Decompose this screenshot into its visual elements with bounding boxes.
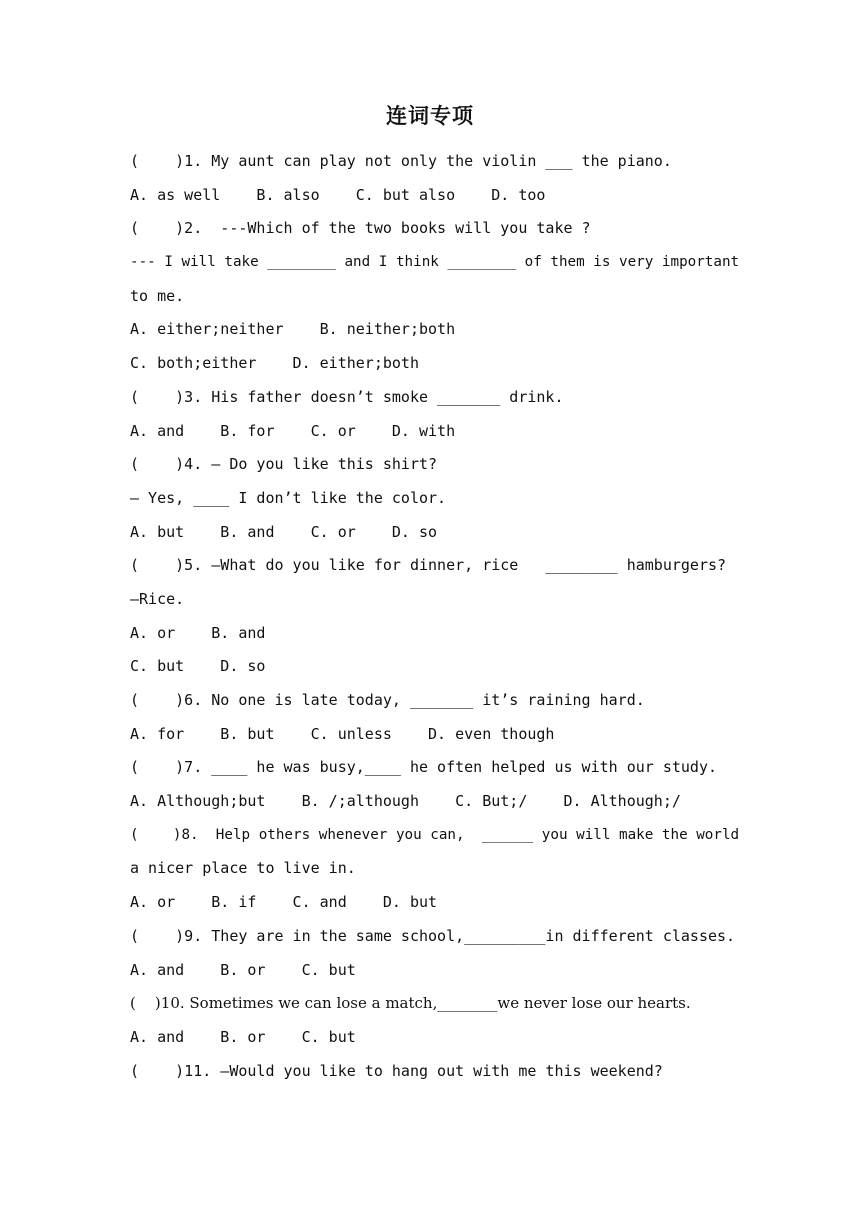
text-line: A. and B. for C. or D. with	[130, 421, 456, 440]
text-line: A. for B. but C. unless D. even though	[130, 724, 555, 743]
text-line: — Yes, ____ I don’t like the color.	[130, 488, 447, 507]
question-list	[130, 146, 740, 1089]
text-line: ( )3. His father doesn’t smoke _______ drink.	[130, 387, 564, 406]
text-line: A. either;neither B. neither;both	[130, 320, 456, 339]
text-line: --- I will take ________ and I think ________ of them is very important	[130, 254, 740, 271]
page-title: 连词专项	[386, 103, 474, 128]
text-line: A. or B. and	[130, 623, 266, 642]
text-line: A. and B. or C. but	[130, 960, 356, 979]
text-line: A. or B. if C. and D. but	[130, 893, 438, 912]
text-line: C. but D. so	[130, 657, 266, 676]
text-line: C. both;either D. either;both	[130, 354, 419, 373]
text-line: —Rice.	[130, 589, 185, 608]
text-line: ( )10. Sometimes we can lose a match,________we never lose our hearts.	[130, 994, 691, 1013]
text-line: ( )11. —Would you like to hang out with me this weekend?	[130, 1061, 663, 1080]
text-line: ( )8. Help others whenever you can, ______ you will make the world	[130, 826, 740, 843]
text-line: A. as well B. also C. but also D. too	[130, 185, 546, 204]
text-line: A. Although;but B. /;although C. But;/ D. Although;/	[130, 792, 681, 811]
text-line: ( )2. ---Which of the two books will you take ?	[130, 219, 591, 238]
text-line: ( )7. ____ he was busy,____ he often helped us with our study.	[130, 758, 717, 777]
text-line: ( )6. No one is late today, _______ it’s raining hard.	[130, 691, 645, 709]
text-line: A. and B. or C. but	[130, 1027, 356, 1046]
text-line: ( )5. —What do you like for dinner, rice ________ hamburgers?	[130, 556, 727, 575]
text-line: a nicer place to live in.	[130, 859, 356, 878]
text-line: ( )4. — Do you like this shirt?	[130, 455, 438, 474]
text-line: ( )1. My aunt can play not only the violin ___ the piano.	[130, 152, 672, 170]
text-line: to me.	[130, 286, 185, 305]
text-line: A. but B. and C. or D. so	[130, 522, 438, 541]
text-line: ( )9. They are in the same school,_________in different classes.	[130, 926, 736, 945]
